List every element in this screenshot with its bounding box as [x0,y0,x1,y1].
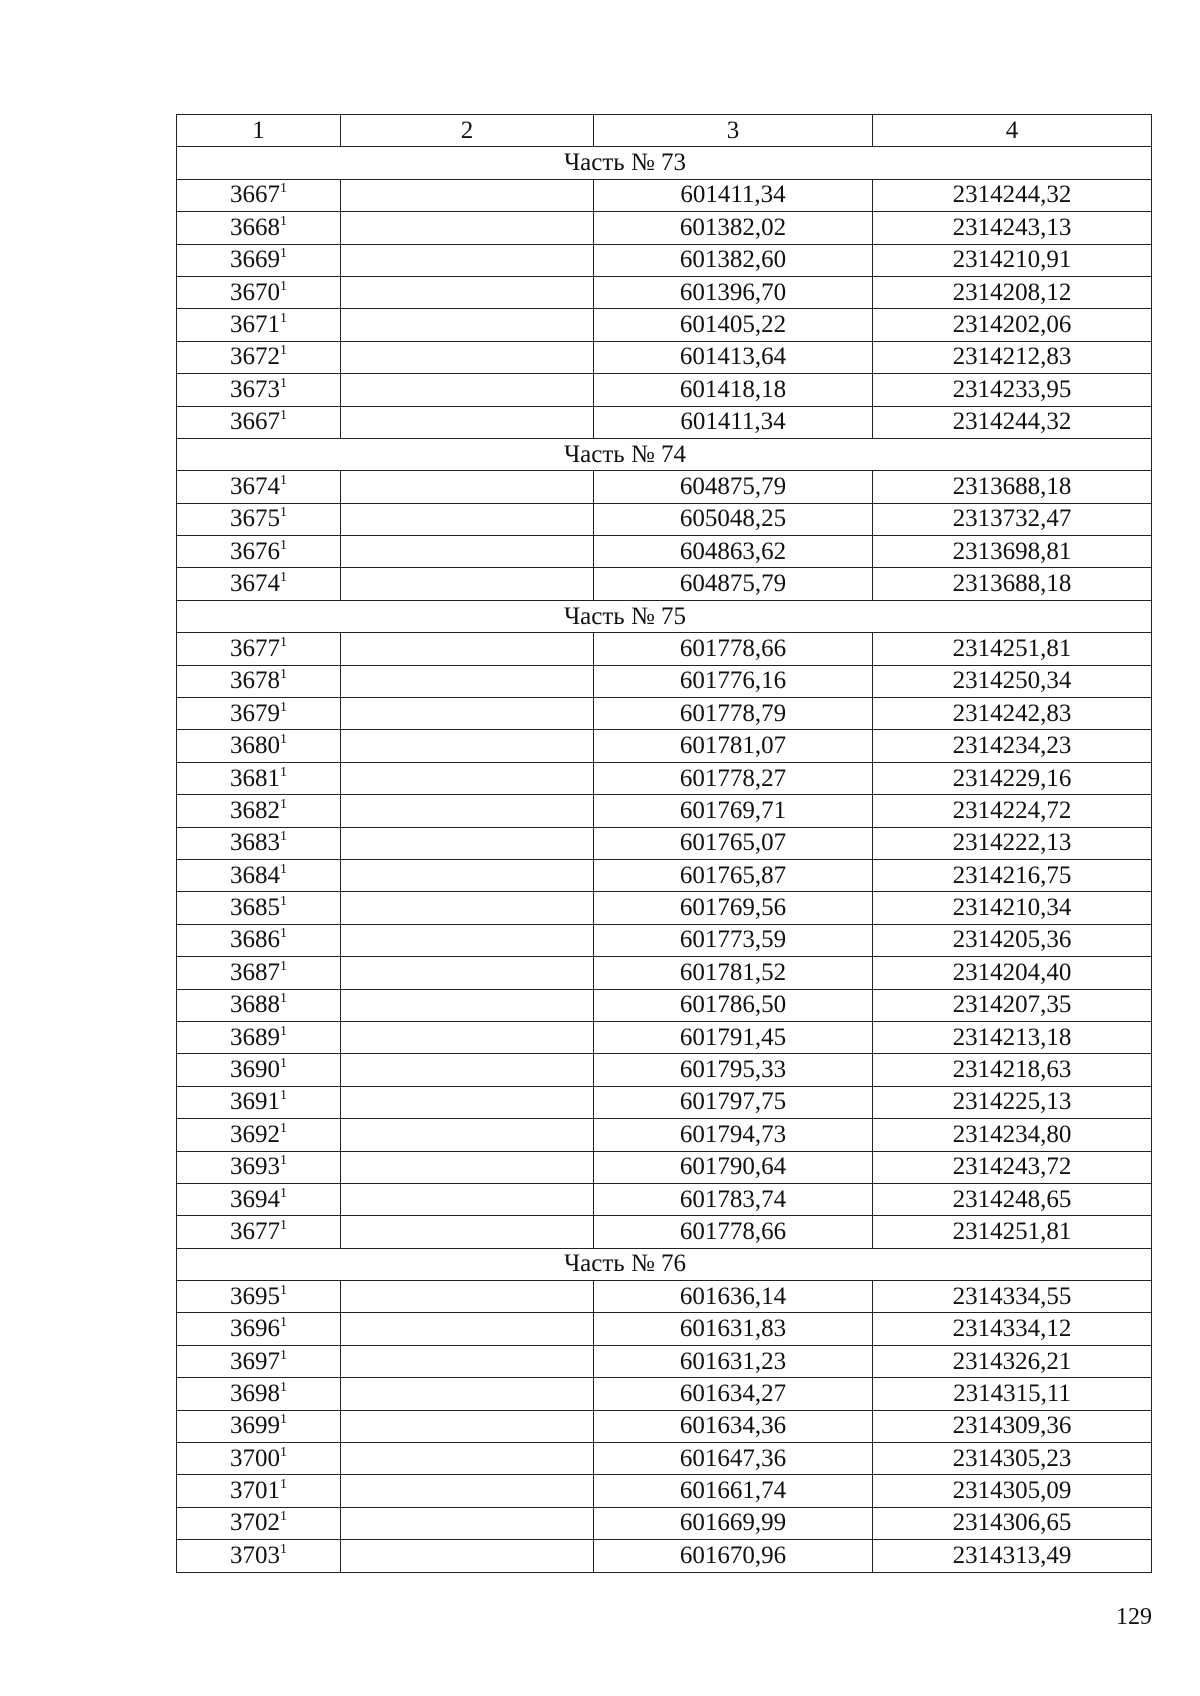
point-number-cell [177,762,341,794]
point-number-cell [177,633,341,665]
table-row [177,957,1152,989]
point-superscript: 1 [280,343,287,359]
x-coordinate-cell: 601670,96 [594,1540,873,1572]
column-2-cell [341,1378,594,1410]
point-number: 3685 [230,894,280,922]
point-number-cell [177,1281,341,1313]
table-row [177,1216,1152,1248]
point-number: 3667 [230,181,280,209]
column-2-cell [341,1183,594,1215]
point-superscript: 1 [280,1282,287,1298]
table-row [177,1443,1152,1475]
point-number: 3696 [230,1315,280,1343]
point-number-cell [177,568,341,600]
point-superscript: 1 [280,926,287,942]
x-coordinate-cell: 601631,23 [594,1345,873,1377]
point-number: 3699 [230,1412,280,1440]
column-2-cell [341,1216,594,1248]
column-2-cell [341,1054,594,1086]
y-coordinate-cell: 2313698,81 [873,536,1152,568]
column-2-cell [341,1281,594,1313]
point-number: 3686 [230,926,280,954]
section-title-row [177,147,1152,179]
point-number: 3700 [230,1444,280,1472]
point-number-cell [177,309,341,341]
point-superscript: 1 [280,1217,287,1233]
y-coordinate-cell: 2314218,63 [873,1054,1152,1086]
column-2-cell [341,374,594,406]
point-superscript: 1 [280,1509,287,1525]
point-superscript: 1 [280,764,287,780]
x-coordinate-cell: 601778,66 [594,633,873,665]
y-coordinate-cell: 2314242,83 [873,698,1152,730]
column-2-cell [341,536,594,568]
point-superscript: 1 [280,861,287,877]
column-2-cell [341,892,594,924]
point-superscript: 1 [280,1444,287,1460]
y-coordinate-cell: 2314204,40 [873,957,1152,989]
table-row [177,1151,1152,1183]
point-superscript: 1 [280,1153,287,1169]
y-coordinate-cell: 2314224,72 [873,795,1152,827]
point-superscript: 1 [280,472,287,488]
x-coordinate-cell: 601797,75 [594,1086,873,1118]
point-number: 3677 [230,1217,280,1245]
column-2-cell [341,179,594,211]
y-coordinate-cell: 2314213,18 [873,1021,1152,1053]
x-coordinate-cell: 601769,71 [594,795,873,827]
point-number: 3690 [230,1056,280,1084]
y-coordinate-cell: 2313688,18 [873,568,1152,600]
point-number: 3674 [230,472,280,500]
point-number: 3702 [230,1509,280,1537]
point-superscript: 1 [280,1088,287,1104]
x-coordinate-cell: 601765,87 [594,859,873,891]
column-2-cell [341,1151,594,1183]
table-row [177,309,1152,341]
point-number: 3680 [230,732,280,760]
column-2-cell [341,924,594,956]
y-coordinate-cell: 2314309,36 [873,1410,1152,1442]
section-title: Часть № 76 [177,1248,1152,1280]
column-header-1: 1 [177,115,341,147]
column-2-cell [341,957,594,989]
point-number: 3695 [230,1282,280,1310]
point-number-cell [177,1183,341,1215]
x-coordinate-cell: 601634,36 [594,1410,873,1442]
point-superscript: 1 [280,829,287,845]
y-coordinate-cell: 2314234,23 [873,730,1152,762]
table-row [177,568,1152,600]
point-number: 3678 [230,667,280,695]
y-coordinate-cell: 2314212,83 [873,341,1152,373]
y-coordinate-cell: 2314205,36 [873,924,1152,956]
x-coordinate-cell: 601781,52 [594,957,873,989]
table-row [177,1345,1152,1377]
y-coordinate-cell: 2314334,12 [873,1313,1152,1345]
section-title-row [177,600,1152,632]
point-number-cell [177,536,341,568]
page-number: 129 [1116,1604,1152,1630]
point-number: 3688 [230,991,280,1019]
section-title: Часть № 74 [177,438,1152,470]
y-coordinate-cell: 2314229,16 [873,762,1152,794]
point-number-cell [177,859,341,891]
point-number: 3682 [230,796,280,824]
point-superscript: 1 [280,796,287,812]
point-number: 3669 [230,246,280,274]
point-superscript: 1 [280,213,287,229]
point-number: 3692 [230,1120,280,1148]
point-number: 3681 [230,764,280,792]
column-2-cell [341,633,594,665]
table-row [177,827,1152,859]
x-coordinate-cell: 601791,45 [594,1021,873,1053]
y-coordinate-cell: 2314208,12 [873,276,1152,308]
section-title: Часть № 73 [177,147,1152,179]
table-row [177,1183,1152,1215]
point-superscript: 1 [280,181,287,197]
point-number-cell [177,503,341,535]
column-2-cell [341,827,594,859]
point-superscript: 1 [280,1347,287,1363]
column-2-cell [341,1313,594,1345]
x-coordinate-cell: 601661,74 [594,1475,873,1507]
table-row [177,1021,1152,1053]
point-number-cell [177,1410,341,1442]
point-number-cell [177,730,341,762]
point-number: 3675 [230,505,280,533]
column-2-cell [341,503,594,535]
x-coordinate-cell: 601783,74 [594,1183,873,1215]
table-row [177,374,1152,406]
point-superscript: 1 [280,311,287,327]
y-coordinate-cell: 2314233,95 [873,374,1152,406]
point-number: 3674 [230,570,280,598]
point-number: 3677 [230,634,280,662]
table-row [177,276,1152,308]
point-number: 3694 [230,1185,280,1213]
point-number-cell [177,1443,341,1475]
x-coordinate-cell: 601765,07 [594,827,873,859]
table-row [177,1119,1152,1151]
y-coordinate-cell: 2314248,65 [873,1183,1152,1215]
point-number: 3703 [230,1541,280,1569]
x-coordinate-cell: 601790,64 [594,1151,873,1183]
table-row [177,471,1152,503]
point-number: 3693 [230,1153,280,1181]
point-superscript: 1 [280,958,287,974]
y-coordinate-cell: 2314225,13 [873,1086,1152,1118]
point-superscript: 1 [280,991,287,1007]
point-number: 3697 [230,1347,280,1375]
point-number: 3670 [230,278,280,306]
table-row [177,179,1152,211]
table-row [177,1313,1152,1345]
point-superscript: 1 [280,634,287,650]
point-superscript: 1 [280,699,287,715]
y-coordinate-cell: 2314251,81 [873,1216,1152,1248]
x-coordinate-cell: 601769,56 [594,892,873,924]
x-coordinate-cell: 601778,66 [594,1216,873,1248]
table-row [177,665,1152,697]
column-2-cell [341,471,594,503]
point-number-cell [177,892,341,924]
table-row [177,1378,1152,1410]
column-2-cell [341,244,594,276]
point-superscript: 1 [280,1412,287,1428]
point-number: 3673 [230,375,280,403]
column-2-cell [341,665,594,697]
x-coordinate-cell: 601382,60 [594,244,873,276]
column-2-cell [341,276,594,308]
point-number: 3683 [230,829,280,857]
column-2-cell [341,1021,594,1053]
point-number: 3689 [230,1023,280,1051]
point-number-cell [177,1086,341,1118]
point-number-cell [177,212,341,244]
point-number-cell [177,1054,341,1086]
point-superscript: 1 [280,667,287,683]
y-coordinate-cell: 2314305,09 [873,1475,1152,1507]
point-number-cell [177,276,341,308]
y-coordinate-cell: 2314306,65 [873,1507,1152,1539]
point-number-cell [177,406,341,438]
point-superscript: 1 [280,894,287,910]
table-row [177,1475,1152,1507]
table-body [177,147,1152,1572]
y-coordinate-cell: 2313688,18 [873,471,1152,503]
table-row [177,859,1152,891]
point-superscript: 1 [280,1315,287,1331]
point-superscript: 1 [280,1056,287,1072]
column-2-cell [341,1410,594,1442]
y-coordinate-cell: 2314315,11 [873,1378,1152,1410]
x-coordinate-cell: 601669,99 [594,1507,873,1539]
point-number-cell [177,471,341,503]
section-title-row [177,1248,1152,1280]
point-superscript: 1 [280,570,287,586]
point-number-cell [177,1021,341,1053]
x-coordinate-cell: 601786,50 [594,989,873,1021]
y-coordinate-cell: 2314234,80 [873,1119,1152,1151]
column-2-cell [341,1475,594,1507]
y-coordinate-cell: 2314244,32 [873,179,1152,211]
section-title-row [177,438,1152,470]
column-2-cell [341,730,594,762]
point-superscript: 1 [280,1541,287,1557]
table-row [177,406,1152,438]
point-number: 3691 [230,1088,280,1116]
x-coordinate-cell: 601411,34 [594,179,873,211]
point-number-cell [177,244,341,276]
point-number-cell [177,989,341,1021]
section-title: Часть № 75 [177,600,1152,632]
point-superscript: 1 [280,1023,287,1039]
table-row [177,244,1152,276]
x-coordinate-cell: 601413,64 [594,341,873,373]
y-coordinate-cell: 2314326,21 [873,1345,1152,1377]
x-coordinate-cell: 601773,59 [594,924,873,956]
point-number-cell [177,827,341,859]
table-row [177,341,1152,373]
point-number-cell [177,665,341,697]
point-superscript: 1 [280,1185,287,1201]
column-2-cell [341,989,594,1021]
y-coordinate-cell: 2314210,34 [873,892,1152,924]
point-number-cell [177,1216,341,1248]
column-2-cell [341,1443,594,1475]
y-coordinate-cell: 2314243,13 [873,212,1152,244]
x-coordinate-cell: 604863,62 [594,536,873,568]
point-number-cell [177,698,341,730]
point-superscript: 1 [280,1379,287,1395]
x-coordinate-cell: 605048,25 [594,503,873,535]
point-number-cell [177,341,341,373]
column-2-cell [341,795,594,827]
x-coordinate-cell: 604875,79 [594,568,873,600]
x-coordinate-cell: 601794,73 [594,1119,873,1151]
coordinates-table [176,114,1152,1573]
point-superscript: 1 [280,1120,287,1136]
point-number-cell [177,1119,341,1151]
x-coordinate-cell: 601634,27 [594,1378,873,1410]
y-coordinate-cell: 2314216,75 [873,859,1152,891]
table-row [177,212,1152,244]
x-coordinate-cell: 601636,14 [594,1281,873,1313]
x-coordinate-cell: 601778,79 [594,698,873,730]
x-coordinate-cell: 601795,33 [594,1054,873,1086]
point-number: 3684 [230,861,280,889]
column-2-cell [341,1345,594,1377]
column-2-cell [341,406,594,438]
x-coordinate-cell: 601396,70 [594,276,873,308]
point-number-cell [177,1345,341,1377]
x-coordinate-cell: 601778,27 [594,762,873,794]
point-number-cell [177,179,341,211]
point-number: 3698 [230,1379,280,1407]
x-coordinate-cell: 601631,83 [594,1313,873,1345]
y-coordinate-cell: 2314207,35 [873,989,1152,1021]
point-superscript: 1 [280,1477,287,1493]
table-row [177,989,1152,1021]
table-header-row [177,115,1152,147]
table-row [177,1507,1152,1539]
y-coordinate-cell: 2314334,55 [873,1281,1152,1313]
column-2-cell [341,1119,594,1151]
y-coordinate-cell: 2314251,81 [873,633,1152,665]
column-2-cell [341,762,594,794]
y-coordinate-cell: 2314313,49 [873,1540,1152,1572]
point-number: 3671 [230,311,280,339]
point-superscript: 1 [280,278,287,294]
x-coordinate-cell: 601781,07 [594,730,873,762]
table-row [177,698,1152,730]
point-number: 3687 [230,958,280,986]
table-row [177,795,1152,827]
y-coordinate-cell: 2314202,06 [873,309,1152,341]
point-number: 3668 [230,213,280,241]
x-coordinate-cell: 601418,18 [594,374,873,406]
y-coordinate-cell: 2314222,13 [873,827,1152,859]
x-coordinate-cell: 601776,16 [594,665,873,697]
column-2-cell [341,568,594,600]
column-header-3: 3 [594,115,873,147]
point-number-cell [177,795,341,827]
point-superscript: 1 [280,408,287,424]
point-superscript: 1 [280,505,287,521]
point-number-cell [177,1507,341,1539]
point-number: 3701 [230,1477,280,1505]
point-number-cell [177,1151,341,1183]
table-row [177,536,1152,568]
column-2-cell [341,1086,594,1118]
point-number-cell [177,1475,341,1507]
table-row [177,1281,1152,1313]
point-superscript: 1 [280,375,287,391]
point-number-cell [177,924,341,956]
point-number: 3672 [230,343,280,371]
table-row [177,633,1152,665]
y-coordinate-cell: 2314243,72 [873,1151,1152,1183]
point-number-cell [177,1313,341,1345]
column-2-cell [341,1507,594,1539]
column-2-cell [341,341,594,373]
table-row [177,1410,1152,1442]
x-coordinate-cell: 604875,79 [594,471,873,503]
point-number-cell [177,374,341,406]
y-coordinate-cell: 2314305,23 [873,1443,1152,1475]
table-row [177,1540,1152,1572]
column-2-cell [341,1540,594,1572]
table-row [177,892,1152,924]
point-superscript: 1 [280,246,287,262]
column-2-cell [341,309,594,341]
y-coordinate-cell: 2313732,47 [873,503,1152,535]
table-row [177,730,1152,762]
table-row [177,924,1152,956]
table-row [177,1054,1152,1086]
point-number-cell [177,957,341,989]
column-header-2: 2 [341,115,594,147]
x-coordinate-cell: 601382,02 [594,212,873,244]
column-2-cell [341,212,594,244]
table-row [177,762,1152,794]
point-number: 3679 [230,699,280,727]
point-number-cell [177,1378,341,1410]
x-coordinate-cell: 601411,34 [594,406,873,438]
column-header-4: 4 [873,115,1152,147]
table-row [177,1086,1152,1118]
column-2-cell [341,859,594,891]
point-superscript: 1 [280,732,287,748]
point-superscript: 1 [280,537,287,553]
y-coordinate-cell: 2314244,32 [873,406,1152,438]
y-coordinate-cell: 2314250,34 [873,665,1152,697]
x-coordinate-cell: 601405,22 [594,309,873,341]
table-row [177,503,1152,535]
y-coordinate-cell: 2314210,91 [873,244,1152,276]
x-coordinate-cell: 601647,36 [594,1443,873,1475]
column-2-cell [341,698,594,730]
point-number-cell [177,1540,341,1572]
point-number: 3676 [230,537,280,565]
point-number: 3667 [230,408,280,436]
